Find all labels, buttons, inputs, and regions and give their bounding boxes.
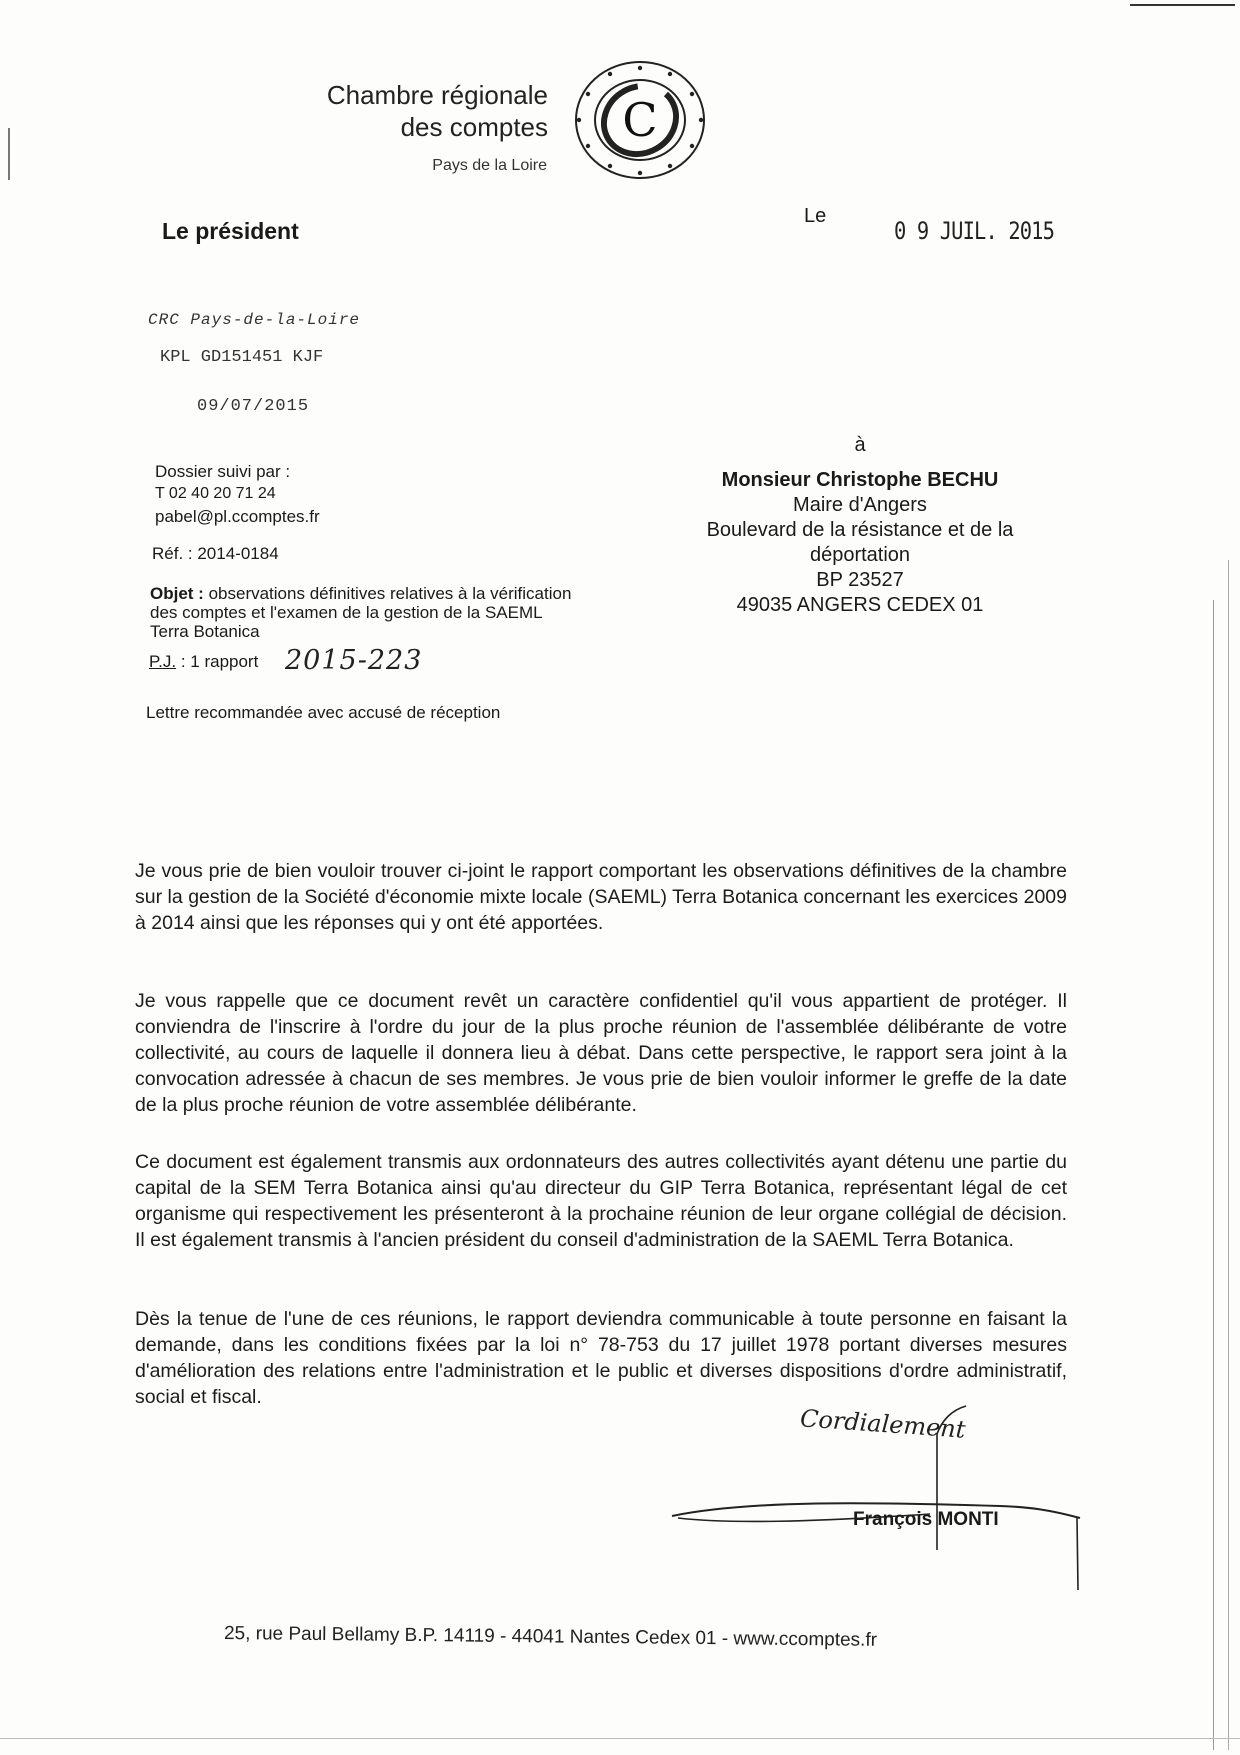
date-stamp: 0 9 JUIL. 2015: [894, 217, 1055, 245]
followup-label: Dossier suivi par :: [155, 462, 291, 481]
scan-edge-top: [1130, 4, 1235, 6]
attachment-handwritten-number: 2015-223: [285, 645, 423, 676]
scan-edge-right-2: [1228, 560, 1229, 1750]
paragraph-3: Ce document est également transmis aux ordonnateurs des autres collectivités ayant détenu une partie du capital de la SEM Terra Botanica ainsi qu'au directeur du GIP Terra Botanica, représentant légal de cet organisme qui respectivement les présenteront à la prochaine réunion de leur organe collégial de décision. Il est également transmis à l'ancien président du conseil d'administration de la SAEML Terra Botanica.: [135, 1151, 1067, 1251]
followup-email: pabel@pl.ccomptes.fr: [155, 507, 320, 526]
attachment-label: P.J.: [149, 652, 177, 671]
attachment-line: [149, 652, 258, 672]
paragraph-1: Je vous prie de bien vouloir trouver ci-joint le rapport comportant les observations définitives de la chambre sur la gestion de la Société d'économie mixte locale (SAEML) Terra Botanica concernant les exercices 2009 à 2014 ainsi que les réponses qui y ont été apportées.: [135, 860, 1067, 934]
signatory-name: François MONTI: [853, 1509, 999, 1530]
registry-date: 09/07/2015: [197, 397, 310, 416]
recipient-po-box: BP 23527: [816, 569, 904, 591]
scan-edge-left: [8, 128, 10, 180]
object-text-line2: des comptes et l'examen de la gestion de la SAEML: [150, 603, 543, 622]
registry-reference-code: KPL GD151451 KJF: [160, 348, 324, 367]
org-region: Pays de la Loire: [432, 157, 547, 174]
recipient-address-line1: Boulevard de la résistance et de la: [706, 519, 1014, 541]
recipient-address-line2: déportation: [809, 544, 911, 566]
mail-type: Lettre recommandée avec accusé de réception: [146, 703, 501, 722]
recipient-city: 49035 ANGERS CEDEX 01: [736, 594, 984, 616]
scan-edge-right: [1213, 600, 1214, 1750]
registry-source: CRC Pays-de-la-Loire: [148, 311, 361, 329]
footer-address: 25, rue Paul Bellamy B.P. 14119 - 44041 Nantes Cedex 01 - www.ccomptes.fr: [223, 1623, 878, 1651]
attachment-text: : 1 rapport: [180, 652, 259, 671]
paragraph-4: Dès la tenue de l'une de ces réunions, le rapport deviendra communicable à toute personne en faisant la demande, dans les conditions fixées par la loi n° 78-753 du 17 juillet 1978 portant diverses mesures d'amélioration des relations entre l'administration et le public et diverses dispositions d'ordre administratif, social et fiscal.: [135, 1308, 1067, 1408]
signature-flourish: [670, 1400, 1090, 1600]
object-text-line3: Terra Botanica: [150, 622, 260, 641]
recipient-prefix: à: [854, 434, 866, 456]
org-name-line1: Chambre régionale: [326, 80, 548, 110]
svg-text:C: C: [622, 93, 658, 147]
recipient-function: Maire d'Angers: [793, 494, 927, 516]
followup-phone: T 02 40 20 71 24: [155, 485, 276, 502]
ccomptes-seal-logo: [570, 60, 710, 180]
sender-title: Le président: [162, 218, 299, 244]
closing-handwritten: Cordialement: [799, 1404, 967, 1444]
object-block: [150, 584, 630, 641]
paragraph-2: Je vous rappelle que ce document revêt un caractère confidentiel qu'il vous appartient de protéger. Il conviendra de l'inscrire à l'ordre du jour de la plus proche réunion de l'assemblée délibérante de votre collectivité, au cours de laquelle il donnera lieu à débat. Dans cette perspective, le rapport sera joint à la convocation adressée à chacun de ses membres. Je vous prie de bien vouloir informer le greffe de la date de la plus proche réunion de votre assemblée délibérante.: [135, 990, 1067, 1116]
scan-edge-bottom: [0, 1738, 1240, 1739]
recipient-name: Monsieur Christophe BECHU: [721, 469, 999, 491]
org-name-line2: des comptes: [400, 112, 548, 142]
date-prefix: Le: [804, 205, 827, 227]
recipient-block: [640, 433, 1080, 618]
object-text-line1: observations définitives relatives à la vérification: [208, 584, 572, 603]
reference: Réf. : 2014-0184: [152, 544, 279, 563]
object-label: Objet :: [150, 584, 204, 603]
